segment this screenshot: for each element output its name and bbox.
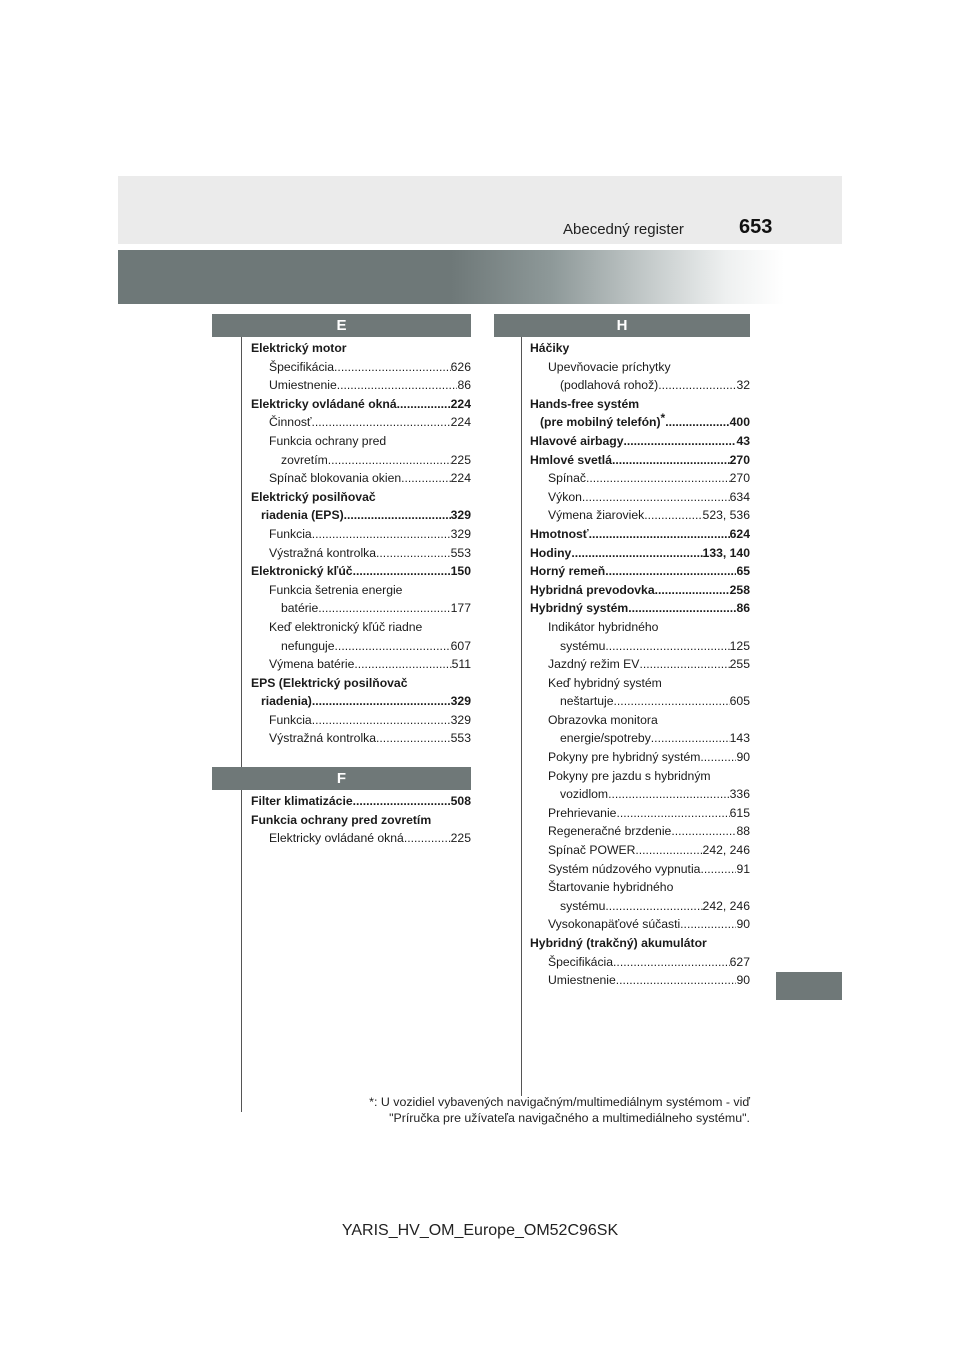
index-entry-term: Spínač POWER (548, 843, 636, 858)
dot-leader (665, 413, 729, 432)
dot-leader (616, 971, 737, 990)
index-entry-page: 400 (729, 415, 750, 430)
index-entry-term: energie/spotreby (560, 731, 651, 746)
index-entry (530, 451, 750, 470)
index-entry (530, 729, 750, 748)
dot-leader (312, 711, 451, 730)
index-entry: Hands-free systém (530, 396, 640, 411)
index-entry-page: 65 (736, 564, 750, 579)
index-entry-page: 86 (736, 601, 750, 616)
index-column-h (530, 339, 750, 990)
index-entry-page: 125 (729, 638, 750, 653)
index-entry (530, 432, 750, 451)
index-entry-page: 605 (729, 694, 750, 709)
dot-leader (586, 469, 730, 488)
index-entry (530, 376, 750, 395)
index-entry-term: Elektricky ovládané okná (251, 396, 397, 411)
index-entry (251, 376, 471, 395)
index-entry: Upevňovacie príchytky (548, 359, 671, 374)
index-entry: Indikátor hybridného (548, 619, 659, 634)
index-entry-page: 523, 536 (702, 508, 750, 523)
section-header-h: H (494, 314, 750, 337)
index-entry-term: Hybridný systém (530, 601, 629, 616)
index-entry-page: 177 (450, 601, 471, 616)
index-entry-term: Hlavové airbagy (530, 433, 624, 448)
index-entry-term: (podlahová rohož) (560, 378, 659, 393)
index-entry (530, 860, 750, 879)
index-entry: EPS (Elektrický posilňovač (251, 675, 408, 690)
index-entry: Funkcia šetrenia energie (269, 582, 403, 597)
dot-leader (312, 525, 451, 544)
dot-leader (312, 413, 451, 432)
dot-leader (589, 525, 730, 544)
index-entry-page: 225 (450, 452, 471, 467)
index-entry-term: Výkon (548, 489, 582, 504)
page-title: Abecedný register (563, 221, 684, 238)
index-entry-term: riadenia (EPS) (261, 508, 344, 523)
index-entry-term: Hodiny (530, 545, 572, 560)
index-entry-page: 615 (729, 805, 750, 820)
index-entry-term: Regeneračné brzdenie (548, 824, 672, 839)
index-entry (251, 469, 471, 488)
index-entry (530, 953, 750, 972)
dot-leader (335, 637, 451, 656)
dot-leader (404, 829, 451, 848)
index-entry-page: 90 (736, 917, 750, 932)
index-entry-page: 86 (457, 378, 471, 393)
index-entry (251, 729, 471, 748)
index-entry (251, 358, 471, 377)
dot-leader (639, 655, 729, 674)
index-entry (251, 525, 471, 544)
index-entry-page: 553 (450, 731, 471, 746)
index-entry (251, 655, 471, 674)
index-entry-page: 329 (450, 508, 471, 523)
index-entry-page: 133, 140 (702, 545, 750, 560)
dot-leader (571, 544, 702, 563)
index-entry: Funkcia ochrany pred zovretím (251, 812, 432, 827)
index-entry (530, 748, 750, 767)
index-entry-term: Činnosť (269, 415, 312, 430)
index-entry (530, 804, 750, 823)
index-entry (251, 692, 471, 711)
index-entry (530, 785, 750, 804)
footnote-line-1: *: U vozidiel vybavených navigačným/multimediálnym systémom - viď (369, 1095, 750, 1109)
left-column-rule (241, 336, 242, 1112)
dot-leader (616, 804, 729, 823)
index-entry-term: Výmena žiaroviek (548, 508, 645, 523)
index-entry-page: 90 (736, 973, 750, 988)
index-entry: Hybridný (trakčný) akumulátor (530, 936, 707, 950)
dot-leader (401, 469, 451, 488)
index-entry-page: 224 (450, 396, 471, 411)
index-entry (530, 544, 750, 563)
index-entry-page: 508 (450, 794, 471, 808)
index-entry-term: Pokyny pre hybridný systém (548, 750, 701, 765)
index-entry (251, 562, 471, 581)
index-entry-term: Funkcia (269, 712, 312, 727)
dot-leader (623, 432, 736, 451)
index-entry-page: 607 (450, 638, 471, 653)
index-entry-term: Horný remeň (530, 564, 606, 579)
index-entry-page: 255 (729, 657, 750, 672)
dot-leader (344, 506, 451, 525)
index-entry-term: Výstražná kontrolka (269, 731, 377, 746)
index-entry-page: 336 (729, 787, 750, 802)
index-entry-term: Špecifikácia (269, 359, 335, 374)
index-entry-term: Umiestnenie (548, 973, 616, 988)
index-entry-page: 43 (736, 433, 750, 448)
index-entry (251, 506, 471, 525)
index-entry-page: 329 (450, 526, 471, 541)
index-entry-term: Hmotnosť (530, 526, 589, 541)
index-entry (251, 413, 471, 432)
index-entry-page: 634 (729, 489, 750, 504)
index-entry-term: (pre mobilný telefón) (540, 415, 661, 430)
index-entry (530, 413, 750, 432)
index-entry (251, 451, 471, 470)
index-entry-page: 143 (729, 731, 750, 746)
index-column-e (251, 339, 471, 748)
dot-leader (644, 506, 702, 525)
index-entry-term: Umiestnenie (269, 378, 337, 393)
footnote (260, 1094, 750, 1126)
index-entry-page: 270 (729, 471, 750, 486)
index-entry (530, 897, 750, 916)
index-entry-page: 329 (450, 694, 471, 709)
index-entry-term: Elektronický kľúč (251, 564, 353, 579)
index-entry-term: Systém núdzového vypnutia (548, 861, 701, 876)
index-entry-page: 91 (736, 861, 750, 876)
index-entry-term: Hmlové svetlá (530, 452, 612, 467)
dot-leader (334, 358, 451, 377)
dot-leader (605, 897, 702, 916)
index-entry (530, 637, 750, 656)
index-entry (251, 711, 471, 730)
index-entry: Háčiky (530, 341, 570, 355)
dot-leader (628, 599, 736, 618)
index-entry-term: neštartuje (560, 694, 614, 709)
index-entry-page: 270 (729, 452, 750, 467)
index-entry (530, 562, 750, 581)
dot-leader (328, 451, 451, 470)
index-entry-page: 242, 246 (702, 898, 750, 913)
index-entry (251, 599, 471, 618)
dot-leader (635, 841, 702, 860)
footnote-line-2: "Príručka pre užívateľa navigačného a multimediálneho systému". (389, 1111, 750, 1125)
index-entry (530, 692, 750, 711)
dot-leader (658, 376, 736, 395)
chapter-tab (776, 972, 842, 1000)
dot-leader (353, 562, 451, 581)
index-entry (530, 581, 750, 600)
dot-leader (655, 581, 730, 600)
index-entry (530, 915, 750, 934)
header-band (118, 176, 842, 244)
index-entry-term: nefunguje (281, 638, 335, 653)
index-entry: Keď elektronický kľúč riadne (269, 619, 423, 634)
dot-leader (397, 395, 451, 414)
index-entry-page: 224 (450, 415, 471, 430)
dot-leader (680, 915, 736, 934)
index-entry-page: 224 (450, 471, 471, 486)
index-entry (530, 469, 750, 488)
index-entry: Keď hybridný systém (548, 675, 662, 690)
index-entry: Funkcia ochrany pred (269, 433, 387, 448)
page-number: 653 (739, 216, 773, 238)
section-header-e: E (212, 314, 471, 337)
index-entry (251, 395, 471, 414)
index-entry-term: Špecifikácia (548, 954, 614, 969)
index-entry-term: riadenia) (261, 694, 312, 709)
dot-leader (614, 692, 730, 711)
middle-column-rule (521, 336, 522, 1096)
index-entry: Štartovanie hybridného (548, 880, 674, 895)
index-entry: Obrazovka monitora (548, 712, 658, 727)
index-entry-page: 329 (450, 712, 471, 727)
dot-leader (337, 376, 458, 395)
dot-leader (700, 748, 736, 767)
dot-leader (651, 729, 730, 748)
index-entry-page: 242, 246 (702, 843, 750, 858)
index-entry (530, 506, 750, 525)
index-entry-term: systému (560, 638, 606, 653)
index-entry (530, 971, 750, 990)
dot-leader (318, 599, 450, 618)
index-entry (530, 525, 750, 544)
index-entry-term: Spínač blokovania okien (269, 471, 402, 486)
index-entry (530, 841, 750, 860)
header-gradient-band (118, 250, 842, 304)
dot-leader (354, 655, 451, 674)
index-entry-term: Jazdný režim EV (548, 657, 640, 672)
index-entry (251, 829, 471, 848)
dot-leader (582, 488, 730, 507)
index-entry (251, 792, 471, 811)
index-entry-term: Výmena batérie (269, 657, 355, 672)
index-entry-page: 624 (729, 526, 750, 541)
index-entry-page: 626 (450, 359, 471, 374)
footnote-marker: * (660, 411, 666, 426)
index-entry-term: vozidlom (560, 787, 609, 802)
dot-leader (605, 562, 736, 581)
index-entry: Pokyny pre jazdu s hybridným (548, 768, 711, 783)
document-code: YARIS_HV_OM_Europe_OM52C96SK (341, 1222, 619, 1239)
index-entry-page: 511 (451, 657, 471, 672)
dot-leader (312, 692, 451, 711)
dot-leader (376, 729, 451, 748)
index-entry (530, 655, 750, 674)
index-entry-term: Výstražná kontrolka (269, 545, 377, 560)
dot-leader (353, 792, 451, 811)
index-entry-term: zovretím (281, 452, 328, 467)
index-entry-page: 258 (729, 582, 750, 597)
index-entry-term: Funkcia (269, 526, 312, 541)
index-entry-term: Vysokonapäťové súčasti (548, 917, 681, 932)
index-column-f (251, 792, 471, 848)
index-entry (251, 637, 471, 656)
index-entry-term: Elektricky ovládané okná (269, 831, 404, 846)
index-entry (530, 599, 750, 618)
index-entry: Elektrický motor (251, 341, 347, 355)
index-entry: Elektrický posilňovač (251, 489, 376, 504)
index-entry-term: systému (560, 898, 606, 913)
index-entry-term: Prehrievanie (548, 805, 617, 820)
index-entry-term: Hybridná prevodovka (530, 582, 655, 597)
dot-leader (605, 637, 729, 656)
index-entry-page: 90 (736, 750, 750, 765)
dot-leader (700, 860, 736, 879)
index-entry-page: 88 (736, 824, 750, 839)
index-entry-page: 150 (450, 564, 471, 579)
index-entry-term: batérie (281, 601, 319, 616)
index-entry-page: 627 (729, 954, 750, 969)
dot-leader (671, 822, 736, 841)
index-entry-term: Filter klimatizácie (251, 794, 353, 808)
index-entry-page: 225 (450, 831, 471, 846)
index-entry-page: 32 (736, 378, 750, 393)
index-entry (251, 544, 471, 563)
index-entry (530, 488, 750, 507)
index-entry-term: Spínač (548, 471, 586, 486)
dot-leader (376, 544, 451, 563)
index-entry (530, 822, 750, 841)
index-entry-page: 553 (450, 545, 471, 560)
section-header-f: F (212, 767, 471, 790)
dot-leader (612, 451, 730, 470)
dot-leader (608, 785, 730, 804)
dot-leader (613, 953, 730, 972)
